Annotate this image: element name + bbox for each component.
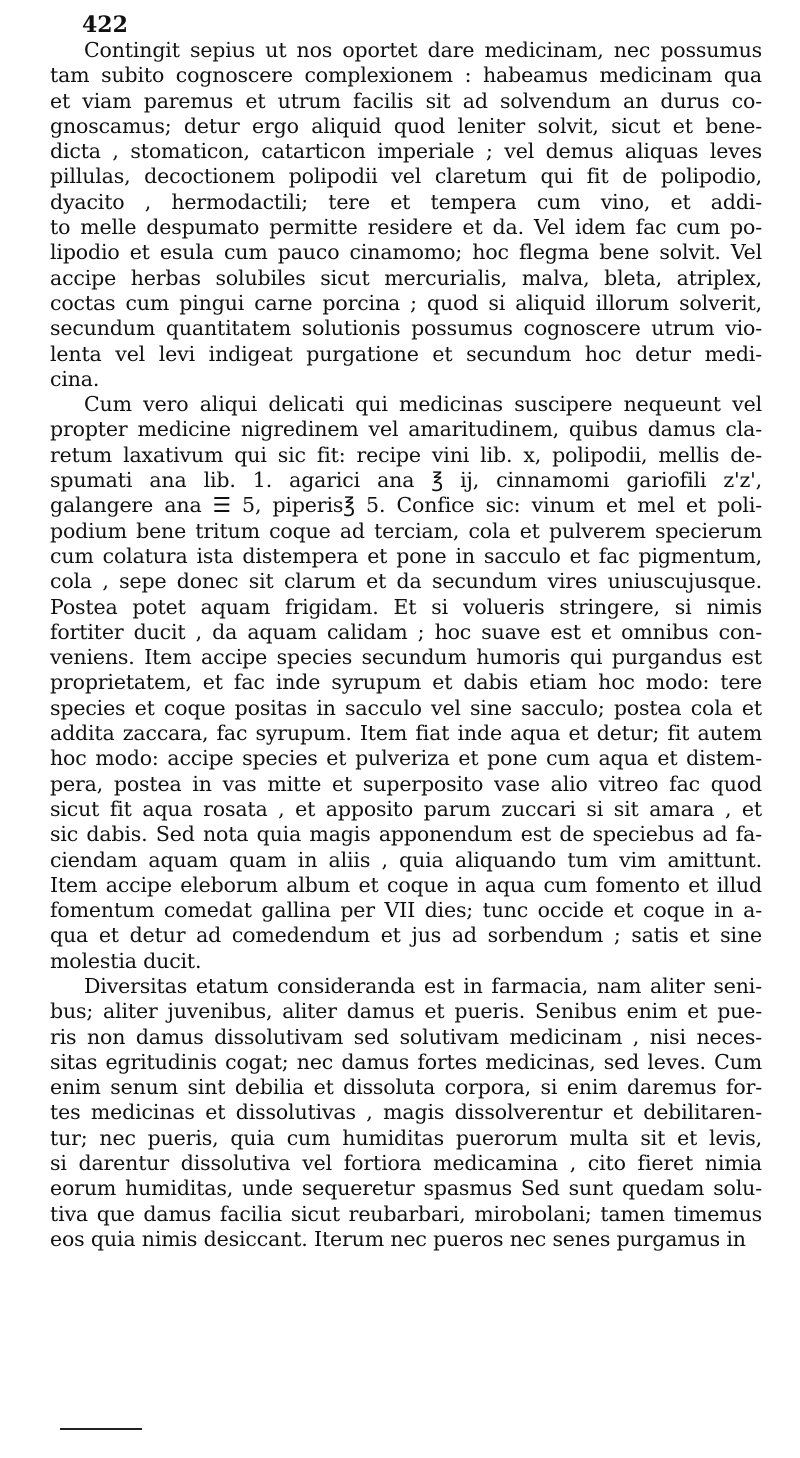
text-line: et viam paremus et utrum facilis sit ad solvendum an durus co- [50, 88, 762, 113]
text-line: tiva que damus facilia sicut reubarbari, mirobolani; tamen timemus [50, 1201, 762, 1226]
paragraph [50, 392, 762, 974]
text-line: eos quia nimis desiccant. Iterum nec pueros nec senes purgamus in [50, 1226, 746, 1251]
text-line: cum colatura ista distempera et pone in sacculo et fac pigmentum, [50, 543, 762, 568]
text-line: eorum humiditas, unde sequeretur spasmus Sed sunt quedam solu- [50, 1176, 762, 1201]
text-line: sitas egritudinis cogat; nec damus fortes medicinas, sed leves. Cum [50, 1049, 762, 1074]
text-line: galangere ana ☰ 5, piperis℥ 5. Confice sic: vinum et mel et poli- [50, 493, 762, 518]
footer-rule [60, 1428, 142, 1430]
text-line: coctas cum pingui carne porcina ; quod si aliquid illorum solverit, [50, 290, 762, 315]
text-line: retum laxativum qui sic fit: recipe vini lib. x, polipodii, mellis de- [50, 442, 762, 467]
text-line: bus; aliter juvenibus, aliter damus et pueris. Senibus enim et pue- [50, 999, 762, 1024]
text-line: si darentur dissolutiva vel fortiora medicamina , cito fieret nimia [50, 1151, 762, 1176]
text-line: cola , sepe donec sit clarum et da secundum vires uniuscujusque. [50, 569, 762, 594]
text-line: enim senum sint debilia et dissoluta corpora, si enim daremus for- [50, 1075, 762, 1100]
text-line: ciendam aquam quam in aliis , quia aliquando tum vim amittunt. [50, 847, 762, 872]
text-line: pillulas, decoctionem polipodii vel claretum qui fit de polipodio, [50, 164, 762, 189]
text-line: pera, postea in vas mitte et superposito vase alio vitreo fac quod [50, 771, 762, 796]
text-line: accipe herbas solubiles sicut mercurialis, malva, bleta, atriplex, [50, 265, 762, 290]
text-line: addita zaccara, fac syrupum. Item fiat inde aqua et detur; fit autem [50, 721, 762, 746]
text-line: Cum vero aliqui delicati qui medicinas suscipere nequeunt vel [84, 392, 762, 417]
page-number: 422 [82, 12, 128, 38]
text-line: proprietatem, et fac inde syrupum et dabis etiam hoc modo: tere [50, 670, 762, 695]
text-line: tur; nec pueris, quia cum humiditas puerorum multa sit et levis, [50, 1125, 762, 1150]
paragraph [50, 974, 762, 1252]
text-line: secundum quantitatem solutionis possumus cognoscere utrum vio- [50, 316, 762, 341]
text-line: qua et detur ad comedendum et jus ad sorbendum ; satis et sine [50, 923, 762, 948]
text-line: dyacito , hermodactili; tere et tempera cum vino, et addi- [50, 189, 762, 214]
text-line: tam subito cognoscere complexionem : habeamus medicinam qua [50, 63, 762, 88]
text-line: lenta vel levi indigeat purgatione et secundum hoc detur medi- [50, 341, 762, 366]
text-line: ris non damus dissolutivam sed solutivam medicinam , nisi neces- [50, 1024, 762, 1049]
text-line: spumati ana lib. 1. agarici ana ℥ ij, cinnamomi gariofili z'z', [50, 468, 762, 493]
text-line: cina. [50, 366, 100, 391]
text-line: Item accipe eleborum album et coque in aqua cum fomento et illud [50, 872, 762, 897]
text-body [50, 38, 762, 1252]
text-line: propter medicine nigredinem vel amaritudinem, quibus damus cla- [50, 417, 762, 442]
text-line: veniens. Item accipe species secundum humoris qui purgandus est [50, 645, 762, 670]
text-line: Postea potet aquam frigidam. Et si volueris stringere, si nimis [50, 594, 762, 619]
text-line: fomentum comedat gallina per VII dies; tunc occide et coque in a- [50, 898, 762, 923]
text-line: podium bene tritum coque ad terciam, cola et pulverem specierum [50, 518, 762, 543]
paragraph [50, 38, 762, 392]
text-line: sic dabis. Sed nota quia magis apponendum est de speciebus ad fa- [50, 822, 762, 847]
text-line: tes medicinas et dissolutivas , magis dissolverentur et debilitaren- [50, 1100, 762, 1125]
text-line: hoc modo: accipe species et pulveriza et pone cum aqua et distem- [50, 746, 762, 771]
text-line: Contingit sepius ut nos oportet dare medicinam, nec possumus [84, 38, 762, 62]
text-line: molestia ducit. [50, 948, 202, 973]
text-line: gnoscamus; detur ergo aliquid quod leniter solvit, sicut et bene- [50, 113, 762, 138]
text-line: Diversitas etatum consideranda est in farmacia, nam aliter seni- [84, 973, 762, 998]
text-line: fortiter ducit , da aquam calidam ; hoc suave est et omnibus con- [50, 619, 762, 644]
text-line: to melle despumato permitte residere et da. Vel idem fac cum po- [50, 215, 762, 240]
text-line: dicta , stomaticon, catarticon imperiale ; vel demus aliquas leves [50, 139, 762, 164]
text-line: sicut fit aqua rosata , et apposito parum zuccari si sit amara , et [50, 796, 762, 821]
text-line: lipodio et esula cum pauco cinamomo; hoc flegma bene solvit. Vel [50, 240, 762, 265]
text-line: species et coque positas in sacculo vel sine sacculo; postea cola et [50, 695, 762, 720]
